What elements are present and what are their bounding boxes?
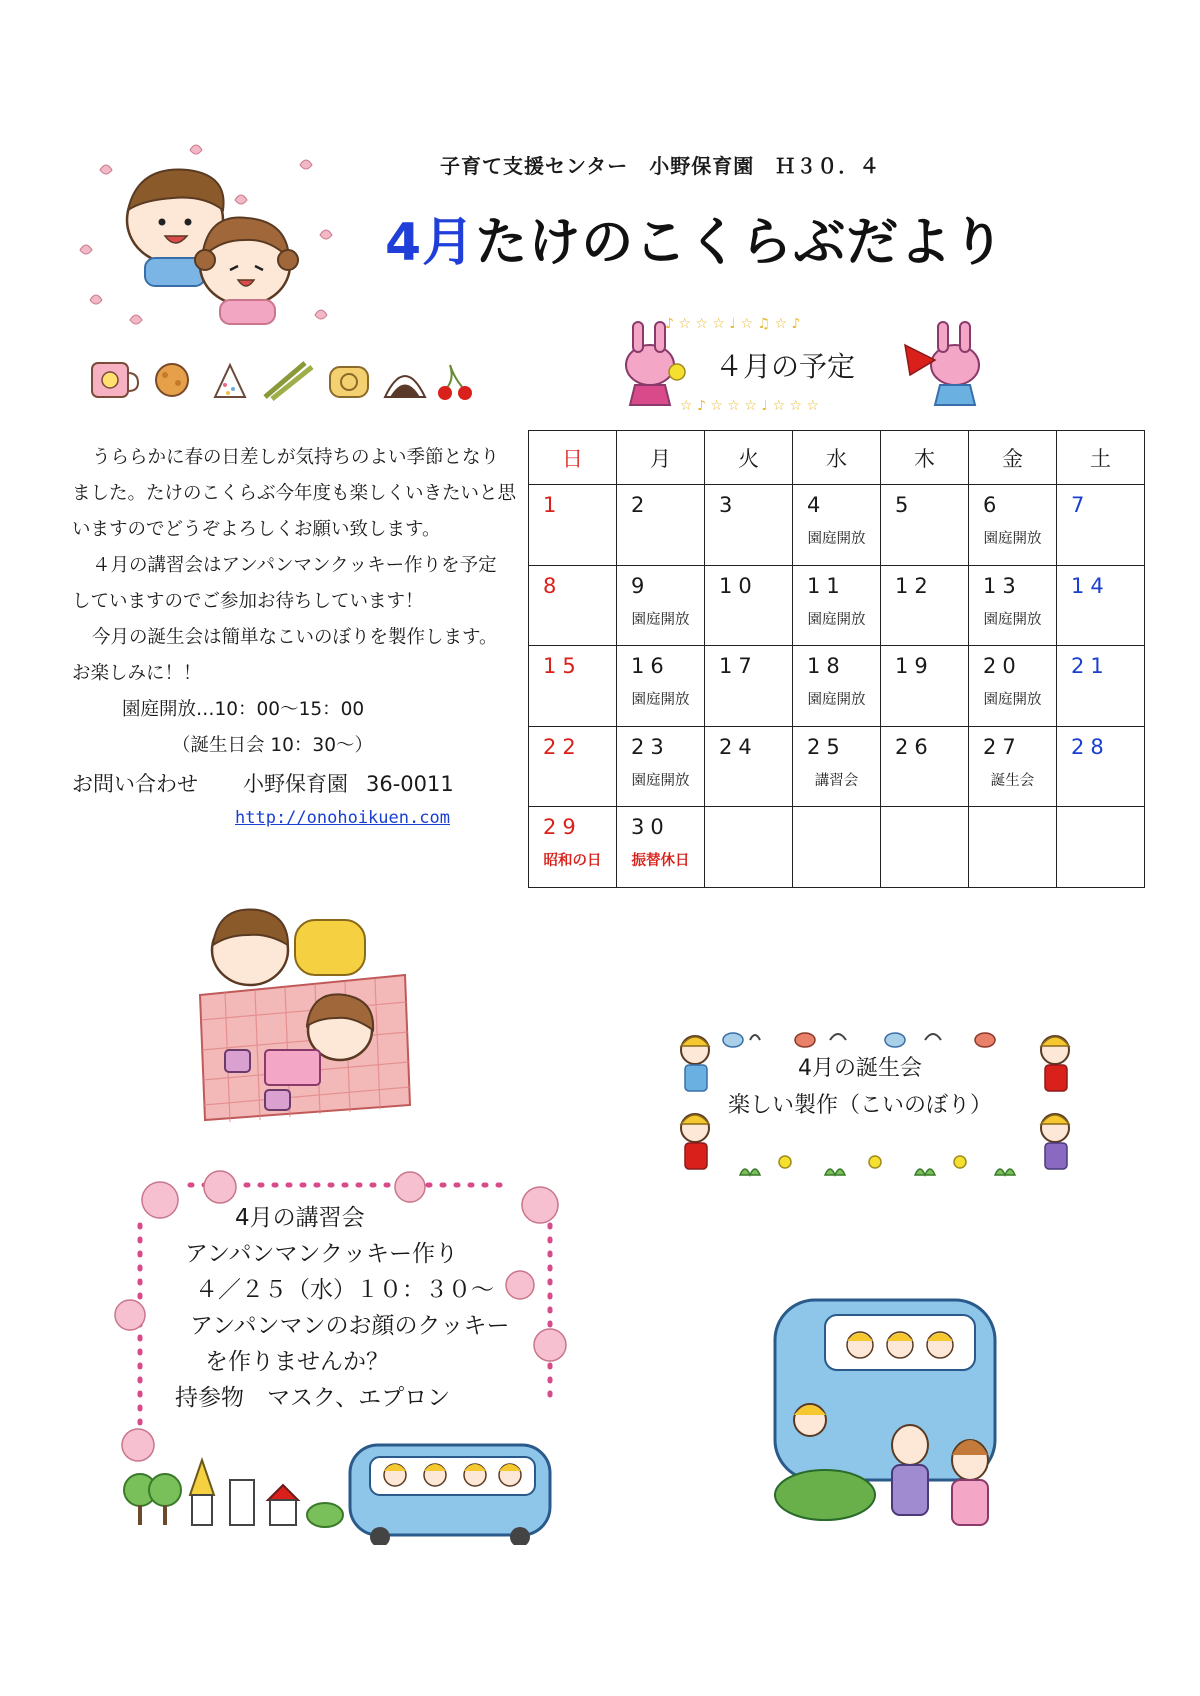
calendar-day-number: 26 [895, 734, 934, 759]
birthday-event-title: 4月の誕生会 [798, 1056, 922, 1081]
bus-family-illustration [770, 1295, 1030, 1530]
weekday-header: 木 [881, 431, 969, 485]
calendar-day-note [617, 521, 704, 527]
april-calendar [528, 430, 1145, 888]
calendar-day-cell [969, 807, 1057, 888]
contact-phone: 36-0011 [366, 772, 454, 796]
calendar-day-cell [705, 807, 793, 888]
calendar-day-cell [705, 646, 793, 727]
calendar-week-row [529, 485, 1145, 566]
calendar-day-note: 園庭開放 [631, 611, 690, 628]
calendar-day-cell [617, 646, 705, 727]
lecture-datetime: ４／２５（水）１０：３０〜 [195, 1277, 494, 1303]
calendar-day-note: 園庭開放 [983, 692, 1042, 709]
birthday-event-detail: 楽しい製作（こいのぼり） [727, 1093, 992, 1118]
lecture-name: アンパンマンクッキー作り [185, 1241, 459, 1267]
calendar-day-cell [529, 726, 617, 807]
calendar-day-cell [529, 646, 617, 727]
calendar-day-number [881, 807, 968, 843]
title-month: 4月 [385, 213, 476, 273]
calendar-day-number: 30 [631, 815, 670, 840]
weekday-header: 土 [1057, 431, 1145, 485]
rice-ball-icon [215, 365, 245, 397]
calendar-day-cell [1057, 726, 1145, 807]
calendar-day-cell [1057, 565, 1145, 646]
calendar-day-number: 20 [983, 654, 1022, 679]
calendar-day-number: 25 [807, 734, 846, 759]
calendar-day-note [881, 843, 968, 849]
calendar-day-note [881, 763, 968, 769]
calendar-day-number: 5 [895, 493, 915, 518]
calendar-week-row [529, 726, 1145, 807]
weekday-header: 火 [705, 431, 793, 485]
calendar-body [529, 485, 1145, 888]
intro-line: うららかに春の日差しが気持ちのよい季節となり [92, 447, 500, 468]
fried-chicken-icon [156, 364, 188, 396]
calendar-day-number: 2 [631, 493, 651, 518]
calendar-day-cell [881, 565, 969, 646]
contact-name: 小野保育園 [243, 772, 348, 796]
calendar-day-note [705, 682, 792, 688]
calendar-day-cell [1057, 807, 1145, 888]
calendar-day-cell [617, 807, 705, 888]
calendar-week-row [529, 807, 1145, 888]
calendar-day-note: 園庭開放 [631, 692, 690, 709]
calendar-day-cell [969, 726, 1057, 807]
calendar-week-row [529, 565, 1145, 646]
calendar-day-number: 15 [543, 654, 582, 679]
calendar-day-number: 16 [631, 654, 670, 679]
intro-line: 今月の誕生会は簡単なこいのぼりを製作します。 [92, 627, 498, 648]
town-icon [124, 1460, 343, 1527]
calendar-day-cell [793, 726, 881, 807]
calendar-day-note [1057, 521, 1144, 527]
calendar-day-cell [705, 565, 793, 646]
calendar-day-number: 24 [719, 734, 758, 759]
children-sakura-illustration [70, 140, 340, 340]
calendar-day-cell [617, 485, 705, 566]
calendar-day-note [529, 521, 616, 527]
calendar-day-note [881, 521, 968, 527]
calendar-day-number: 18 [807, 654, 846, 679]
calendar-day-number: 12 [895, 573, 934, 598]
page-title [385, 200, 1005, 275]
weekday-header: 金 [969, 431, 1057, 485]
bunny-right-icon [905, 322, 979, 405]
calendar-day-number: 11 [807, 573, 846, 598]
calendar-day-note [881, 602, 968, 608]
calendar-day-cell [617, 726, 705, 807]
org-header: 子育て支援センター 小野保育園 Ｈ３０．４ [440, 154, 881, 178]
calendar-day-note: 園庭開放 [631, 772, 690, 789]
calendar-day-number: 13 [983, 573, 1022, 598]
calendar-day-note [1057, 763, 1144, 769]
calendar-day-note [793, 843, 880, 849]
calendar-day-number: 19 [895, 654, 934, 679]
calendar-day-note [1057, 682, 1144, 688]
cherry-icon [438, 365, 472, 400]
schedule-title: ４月の予定 [714, 350, 855, 383]
roll-cake-icon [330, 367, 368, 397]
calendar-day-number: 4 [807, 493, 827, 518]
calendar-day-number [1057, 807, 1144, 843]
calendar-day-note: 園庭開放 [983, 611, 1042, 628]
calendar-day-cell [881, 646, 969, 727]
calendar-day-cell [705, 485, 793, 566]
weekday-header: 日 [529, 431, 617, 485]
picnic-illustration [195, 900, 425, 1130]
calendar-day-note [881, 682, 968, 688]
calendar-day-number: 22 [543, 734, 582, 759]
calendar-day-note [705, 763, 792, 769]
intro-line: ４月の講習会はアンパンマンクッキー作りを予定 [92, 555, 497, 576]
calendar-day-cell [881, 807, 969, 888]
calendar-day-number: 9 [631, 573, 651, 598]
calendar-day-note: 講習会 [814, 772, 859, 789]
onigiri-nori-icon [385, 376, 425, 397]
calendar-day-number: 17 [719, 654, 758, 679]
calendar-day-number [969, 807, 1056, 843]
calendar-day-cell [529, 485, 617, 566]
intro-line: していますのでご参加お待ちしています！ [72, 591, 424, 612]
lecture-desc: を作りませんか？ [205, 1349, 389, 1375]
calendar-day-note [705, 602, 792, 608]
cup-icon [92, 363, 138, 397]
calendar-day-number: 6 [983, 493, 1003, 518]
calendar-day-note [529, 763, 616, 769]
calendar-day-note [705, 843, 792, 849]
contact-label: お問い合わせ [72, 772, 198, 796]
calendar-day-number: 28 [1071, 734, 1110, 759]
calendar-day-note [1057, 843, 1144, 849]
title-text: たけのこくらぶだより [475, 213, 1006, 273]
calendar-day-note: 昭和の日 [543, 853, 602, 870]
calendar-day-cell [969, 646, 1057, 727]
calendar-day-cell [529, 807, 617, 888]
intro-text [72, 440, 532, 802]
calendar-day-number: 1 [543, 493, 563, 518]
calendar-day-cell [969, 485, 1057, 566]
calendar-day-note: 園庭開放 [807, 531, 866, 548]
calendar-day-cell [1057, 646, 1145, 727]
weekday-header: 月 [617, 431, 705, 485]
lecture-bring: 持参物 マスク、エプロン [175, 1385, 451, 1411]
calendar-day-cell [881, 485, 969, 566]
intro-line: いますのでどうぞよろしくお願い致します。 [72, 519, 441, 540]
calendar-day-note [529, 602, 616, 608]
bus-icon [350, 1445, 550, 1545]
calendar-day-cell [881, 726, 969, 807]
calendar-day-number: 8 [543, 573, 563, 598]
calendar-day-number: 7 [1071, 493, 1091, 518]
calendar-day-note: 園庭開放 [983, 531, 1042, 548]
calendar-day-cell [969, 565, 1057, 646]
food-icons-row [90, 355, 490, 405]
intro-line: ました。たけのこくらぶ今年度も楽しくいきたいと思 [72, 483, 517, 504]
chopsticks-icon [265, 363, 312, 399]
calendar-day-note: 誕生会 [990, 772, 1035, 789]
calendar-day-note: 園庭開放 [807, 611, 866, 628]
birthday-event [720, 1050, 1000, 1124]
flower-row-icon [740, 1156, 1015, 1175]
calendar-day-number: 29 [543, 815, 582, 840]
calendar-day-cell [1057, 485, 1145, 566]
lecture-desc: アンパンマンのお顔のクッキー [190, 1313, 510, 1339]
calendar-day-cell [705, 726, 793, 807]
calendar-day-note: 園庭開放 [807, 692, 866, 709]
calendar-day-cell [793, 807, 881, 888]
svg-text:♪ ☆ ☆ ☆ ♩ ☆ ♫ ☆ ♪: ♪ ☆ ☆ ☆ ♩ ☆ ♫ ☆ ♪ [665, 316, 801, 332]
calendar-day-cell [793, 485, 881, 566]
lecture-title: 4月の講習会 [235, 1205, 365, 1231]
lecture-event [165, 1200, 565, 1416]
calendar-day-number [793, 807, 880, 843]
garden-open-hours: 園庭開放…10：00〜15：00 [122, 699, 365, 720]
calendar-day-number: 23 [631, 734, 670, 759]
calendar-day-number: 27 [983, 734, 1022, 759]
calendar-day-cell [793, 646, 881, 727]
calendar-day-note [705, 521, 792, 527]
calendar-day-note [1057, 602, 1144, 608]
birthday-party-time: （誕生日会 10：30〜） [172, 735, 373, 756]
calendar-day-cell [529, 565, 617, 646]
svg-text:☆ ♪ ☆ ☆ ☆ ♩ ☆ ☆ ☆: ☆ ♪ ☆ ☆ ☆ ♩ ☆ ☆ ☆ [680, 398, 819, 414]
calendar-day-number: 3 [719, 493, 739, 518]
contact-line [72, 766, 532, 802]
calendar-day-number [705, 807, 792, 843]
calendar-day-cell [617, 565, 705, 646]
weekday-header-row [529, 431, 1145, 485]
intro-line: お楽しみに！！ [72, 663, 202, 684]
calendar-day-note [529, 682, 616, 688]
calendar-day-note [969, 843, 1056, 849]
website-link[interactable]: http://onohoikuen.com [235, 808, 450, 828]
calendar-day-cell [793, 565, 881, 646]
calendar-week-row [529, 646, 1145, 727]
calendar-day-number: 21 [1071, 654, 1110, 679]
calendar-day-number: 10 [719, 573, 758, 598]
weekday-header: 水 [793, 431, 881, 485]
calendar-day-note: 振替休日 [631, 853, 690, 870]
calendar-day-number: 14 [1071, 573, 1110, 598]
